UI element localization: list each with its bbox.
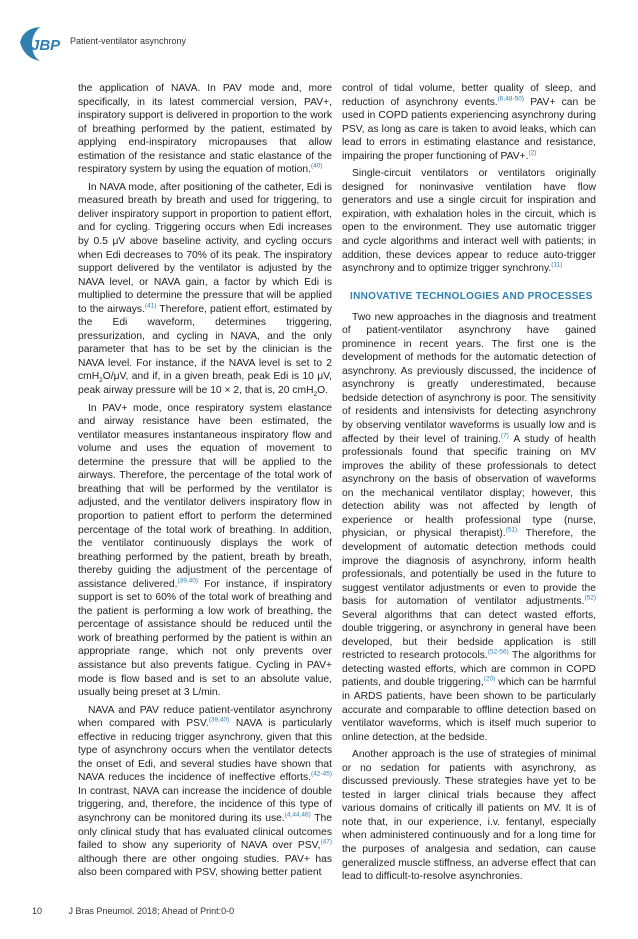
citation: (39,40) [177,577,199,585]
citation: (2) [528,149,537,157]
paragraph: control of tidal volume, better quality of sleep, and reduction of asynchrony events.$^{(6,48-50)}$ PAV+ can be used in COPD patients experiencing asynchrony during PSV, as long as care is taken to avoid leaks, which can lead to errors in estimating elastance and resistance, impairing the proper functioning of PAV+.$^{(2)}$ [342,83,596,162]
citation: (20) [483,676,496,683]
paragraph: Another approach is the use of strategies of minimal or no sedation for patients with asynchrony, as discussed previously. These strategies have yet to be tested in larger clinical trials because they affect various domains of critically ill patients on MV. It is of note that, in our experience, i.v. fentanyl, especially when administered continuously and for a long time for the purposes of analgesia and sedation, can cause generalized muscle stiffness, an adverse effect that can lead to difficult-to-resolve asynchronies. [342,749,596,883]
citation: (52-56) [487,648,509,656]
running-title: Patient-ventilator asynchrony [70,36,187,46]
citation: (42-45) [311,770,332,778]
left-column [78,82,332,884]
paragraph: In PAV+ mode, once respiratory system elastance and airway resistance have been estimated, the ventilator measures instantaneous inspiratory flow and volume and uses the equation of movement to determine the pressure that will be applied to the airways. Therefore, the percentage of the total work of breathing that will be performed by the ventilator is adjusted, and the ventilator delivers inspiratory flow in proportion to patient effort to perform the determined percentage of the total work of breathing. In addition, the ventilator continuously displays the work of breathing performed by the patient, breath by breath, thereby guiding the adjustment of the percentage of assistance delivered.$^{(39,40)}$ For instance, if inspiratory support is set to 60% of the total work of breathing and the patient is performing a low work of breathing, the percentage of assistance should be reduced until the work of breathing performed by the patient is within an appropriate range, which not only prevents over assistance but also prevents fatigue. Cycling in PAV+ mode is flow based and is set to an absolute value, usually being preset at 3 L/min. [78,402,332,699]
citation: (6,48-50) [497,95,525,103]
logo-text: JBP [31,37,61,54]
paragraph: Two new approaches in the diagnosis and treatment of patient-ventilator asynchrony have gained prominence in recent years. The first one is the development of methods for the automatic detection of asynchrony. As previously discussed, the incidence of asynchrony is greatly underestimated, because bedside detection of asynchrony is poor. The sensitivity of residents and intensivists for detecting asynchrony by observing ventilator waveforms is usually low and is affected by their level of training.$^{(7)}$ A study of health professionals found that specific training on MV improves the ability of these professionals to detect asynchrony on the basis of observation of waveforms on the mechanical ventilator display; however, this detection ability was not affected by length of experience or health professional type (nurse, physician, or physical therapist).$^{(51)}$ Therefore, the development of automatic detection methods could improve the diagnosis of asynchrony, inform health professionals, and potentially be used in the future to suggest ventilator adjustments or even to provide the basis for automation of ventilator adjustments.$^{(52)}$ Several algorithms that can detect wasted efforts, double triggering, or asynchrony in general have been developed, but their bedside application is still restricted to research protocols.$^{(52-56)}$ The algorithms for detecting wasted efforts, which are common in COPD patients, and double triggering,$^{(20)}$ which can be harmful in ARDS patients, have been shown to be particularly accurate and comparable to offline detection based on ventilator waveforms, which is itself much superior to online detection, at the bedside. [342,311,596,743]
citation: (51) [505,526,518,534]
right-column [342,82,596,888]
citation: (7) [500,432,509,440]
page-number: 10 [32,906,43,916]
page-header [18,24,618,64]
citation: (39,40) [208,716,230,724]
paragraph: In NAVA mode, after positioning of the catheter, Edi is measured breath by breath and used for triggering, to deliver inspiratory support in proportion to patient effort, and for cycling. Triggering occurs when Edi increases by 0.5 μV above baseline activity, and cycling occurs when Edi decreases to 70% of its peak. The inspiratory support delivered by the ventilator is adjusted by the NAVA level, or NAVA gain, a factor by which Edi is multiplied to determine the pressure that will be applied to the airways.$^{(41)}$ Therefore, patient effort, estimated by the Edi waveform, determines triggering, pressurization, and cycling in NAVA, and the only parameter that has to be set by the clinician is the NAVA level. For instance, if the NAVA level is set to 2 cmH$_2$O/μV, and if, in a given breath, peak Edi is 10 μV, peak airway pressure will be 10 × 2, that is, 20 cmH$_2$O. [78,181,332,399]
citation: (52) [584,594,596,602]
citation: (41) [144,302,157,310]
paragraph: Single-circuit ventilators or ventilators originally designed for noninvasive ventilation have flow generators and use a single circuit for inspiration and expiration, with exhalation holes in the circuit, which is open to the environment. They use automatic trigger and cycle algorithms and interact well with patients; in addition, these devices appear to reduce auto-trigger asynchrony and to optimize trigger synchrony.$^{(11)}$ [342,168,596,275]
section-heading: INNOVATIVE TECHNOLOGIES AND PROCESSES [350,290,593,302]
citation: (4,44,46) [284,811,311,819]
page-footer [32,906,234,916]
paragraph: the application of NAVA. In PAV mode and, more specifically, in its latest commercial version, PAV+, inspiratory support is delivered in proportion to the work of breathing performed by the patient, estimated by applying end-inspiratory micropauses that allow estimation of the resistance and static elastance of the respiratory system by using the equation of motion.$^{(40)}$ [78,83,332,176]
jbp-logo [18,24,64,64]
citation: (11) [551,261,563,269]
journal-citation: J Bras Pneumol. 2018; Ahead of Print:0-0 [68,906,235,916]
citation: (40) [310,162,323,170]
citation: (47) [320,838,332,846]
paragraph: NAVA and PAV reduce patient-ventilator asynchrony when compared with PSV.$^{(39,40)}$ NAVA is particularly effective in reducing trigger asynchrony, given that this type of asynchrony occurs when the ventilator detects the onset of Edi, and several studies have shown that NAVA reduces the incidence of ineffective efforts.$^{(42-45)}$ In contrast, NAVA can increase the incidence of double triggering, and, therefore, the incidence of this type of asynchrony can be monitored during its use.$^{(4,44,46)}$ The only clinical study that has evaluated clinical outcomes failed to show any superiority of NAVA over PSV,$^{(47)}$ although there are other ongoing studies. PAV+ has also been compared with PSV, showing better patient [78,704,333,879]
